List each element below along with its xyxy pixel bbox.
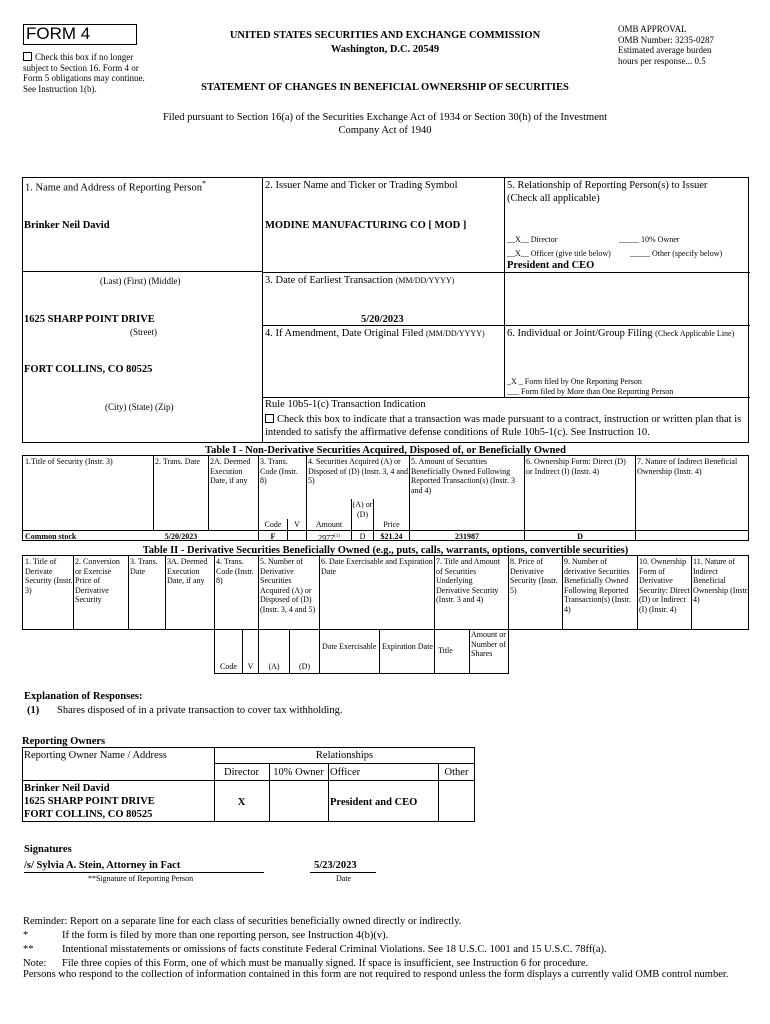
table2-title: Table II - Derivative Securities Beneficially Owned (e.g., puts, calls, warrants, options, convertible securities) — [142, 545, 629, 556]
t2-sub-exp: Expiration Date — [382, 642, 433, 651]
box1-label-mark: * — [202, 179, 207, 188]
owner-city: FORT COLLINS, CO 80525 — [24, 809, 153, 820]
t1-h5: 5. Amount of Securities Beneficially Owned Following Reported Transaction(s) (Instr. 3 and 4) — [411, 457, 515, 495]
box6-label — [507, 327, 747, 340]
box4-label — [265, 327, 485, 340]
street-label: (Street) — [130, 327, 157, 337]
t2-sub-d: (D) — [298, 662, 311, 671]
box1-label-text: 1. Name and Address of Reporting Person — [25, 182, 203, 194]
owners-heading: Reporting Owners — [22, 736, 106, 747]
owners-col-rel: Relationships — [315, 750, 374, 761]
box3-label-small: (MM/DD/YYYY) — [395, 276, 455, 285]
box5-label-text: 5. Relationship of Reporting Person(s) to Issuer — [507, 180, 708, 191]
box6-label-small: (Check Applicable Line) — [655, 329, 735, 338]
omb-approval — [618, 24, 758, 66]
agency-city: Washington, D.C. 20549 — [330, 44, 440, 55]
filing-more-persons: ___ Form filed by More than One Reporting Person — [507, 387, 674, 396]
relationship-other: _____ Other (specify below) — [630, 249, 723, 258]
omb-line-1: OMB APPROVAL — [618, 24, 687, 34]
owner-director-mark: X — [237, 797, 246, 808]
t2-sub-amount: Amount or Number of Shares — [471, 630, 506, 658]
reporting-person-name: Brinker Neil David — [24, 220, 110, 231]
filed-pursuant: Filed pursuant to Section 16(a) of the Securities Exchange Act of 1934 or Section 30(h) of the Investment Company Act of 1940 — [162, 112, 608, 136]
t1-row-date: 5/20/2023 — [164, 532, 198, 541]
t1-sub-amount: Amount — [315, 520, 343, 529]
explanation-text: Shares disposed of in a private transaction to cover tax withholding. — [57, 705, 343, 716]
t1-row-title: Common stock — [25, 532, 77, 541]
t2-h11: 11. Nature of Indirect Beneficial Ownership (Instr. 4) — [693, 557, 749, 604]
t2-h8: 8. Price of Derivative Security (Instr. 5) — [510, 557, 558, 595]
t2-h3a: 3A. Deemed Execution Date, if any — [167, 557, 208, 585]
t1-h2a: 2A. Deemed Execution Date, if any — [210, 457, 251, 485]
t2-sub-exer-cell — [319, 629, 380, 674]
owners-col-name: Reporting Owner Name / Address — [24, 750, 167, 761]
box3-label — [265, 274, 454, 287]
t2-h3: 3. Trans. Date — [130, 557, 158, 576]
owners-col-other: Other — [444, 767, 469, 778]
t2-h5: 5. Number of Derivative Securities Acquired (A) or Disposed of (D) (Instr. 3, 4 and 5) — [260, 557, 316, 614]
owner-street: 1625 SHARP POINT DRIVE — [24, 796, 155, 807]
t1-row-aord: D — [359, 532, 366, 541]
t1-sub-price: Price — [383, 520, 400, 529]
t1-row-form: D — [577, 532, 583, 541]
rule10b5-label: Rule 10b5-1(c) Transaction Indication — [265, 399, 426, 410]
earliest-transaction-date: 5/20/2023 — [361, 314, 404, 325]
owners-col-officer: Officer — [330, 767, 361, 778]
t2-sub-a: (A) — [268, 662, 280, 671]
rule10b5-text — [265, 413, 745, 439]
t2-h1: 1. Title of Derivate Security (Instr. 3) — [25, 557, 73, 595]
footer-star-text: If the form is filed by more than one reporting person, see Instruction 4(b)(v). — [62, 930, 389, 941]
omb-line-3: Estimated average burden — [618, 45, 712, 55]
t1-row-amount — [307, 532, 351, 543]
owner-name: Brinker Neil David — [24, 783, 110, 794]
omb-line-4: hours per response... 0.5 — [618, 55, 706, 66]
t2-sub-code: Code — [220, 662, 237, 671]
t2-sub-exer: Date Exercisable — [322, 642, 377, 651]
owner-officer-title: President and CEO — [330, 797, 418, 808]
t1-h3: 3. Trans. Code (Instr. 8) — [260, 457, 298, 485]
t1-row-code: F — [270, 532, 276, 541]
owner-address — [24, 782, 155, 821]
table1-title: Table I - Non-Derivative Securities Acquired, Disposed of, or Beneficially Owned — [205, 445, 566, 456]
t2-h10: 10. Ownership Form of Derivative Security: Direct (D) or Indirect (I) (Instr. 4) — [639, 557, 690, 614]
statement-title: STATEMENT OF CHANGES IN BENEFICIAL OWNERSHIP OF SECURITIES — [201, 82, 569, 93]
name-parts-label: (Last) (First) (Middle) — [100, 276, 181, 286]
no-longer-subject-text: Check this box if no longer subject to Section 16. Form 4 or Form 5 obligations may continue. See Instruction 1(b). — [23, 52, 145, 94]
t2-sub-exp-cell — [379, 629, 435, 674]
t1-row-price: $21.24 — [380, 532, 403, 541]
footer-note: Note: — [23, 958, 47, 969]
owners-col-10pct: 10% Owner — [273, 767, 324, 778]
explanation-num: (1) — [27, 705, 40, 716]
box4-label-small: (MM/DD/YYYY) — [425, 329, 485, 338]
footer-persons: Persons who respond to the collection of information contained in this form are not required to respond unless the form displays a currently valid OMB control number. — [23, 969, 729, 980]
box5-label — [507, 179, 749, 205]
box3-label-text: 3. Date of Earliest Transaction — [265, 275, 394, 286]
no-longer-subject-checkbox-block — [23, 52, 153, 94]
t1-h6: 6. Ownership Form: Direct (D) or Indirect (I) (Instr. 4) — [526, 457, 626, 476]
t1-h4: 4. Securities Acquired (A) or Disposed of (D) (Instr. 3, 4 and 5) — [308, 457, 408, 485]
signature-date: 5/23/2023 — [314, 860, 357, 871]
box5-sub: (Check all applicable) — [507, 193, 600, 204]
t1-h1: 1.Title of Security (Instr. 3) — [25, 457, 113, 466]
reporting-person-city: FORT COLLINS, CO 80525 — [24, 364, 153, 375]
t1-sub-code: Code — [264, 520, 282, 529]
footer-star: * — [23, 930, 29, 941]
t1-row-owned: 231987 — [455, 532, 479, 541]
omb-line-2: OMB Number: 3235-0287 — [618, 34, 714, 45]
footer-reminder: Reminder: Report on a separate line for each class of securities beneficially owned directly or indirectly. — [23, 916, 462, 927]
t2-h9: 9. Number of derivative Securities Beneficially Owned Following Reported Transaction(s) (Instr. 4) — [564, 557, 631, 614]
box6-label-text: 6. Individual or Joint/Group Filing — [507, 328, 653, 339]
box1-label — [25, 179, 206, 195]
footer-dstar: ** — [23, 944, 34, 955]
t2-h2: 2. Conversion or Exercise Price of Derivative Security — [75, 557, 120, 604]
t2-sub-v: V — [247, 662, 254, 671]
t2-sub-title: Title — [438, 646, 453, 655]
footer-dstar-text: Intentional misstatements or omissions of facts constitute Federal Criminal Violations. See 18 U.S.C. 1001 and 15 U.S.C. 78ff(a). — [62, 944, 607, 955]
signature-date-label: Date — [336, 874, 352, 883]
box2-label: 2. Issuer Name and Ticker or Trading Symbol — [265, 180, 458, 191]
signature-name: /s/ Sylvia A. Stein, Attorney in Fact — [24, 860, 181, 871]
t1-h2: 2. Trans. Date — [155, 457, 200, 466]
city-state-zip-label: (City) (State) (Zip) — [105, 402, 174, 412]
reporting-person-street: 1625 SHARP POINT DRIVE — [24, 314, 155, 325]
signature-label: **Signature of Reporting Person — [88, 874, 194, 883]
t1-row-amount-note: (1) — [334, 534, 340, 539]
t2-h7: 7. Title and Amount of Securities Underlying Derivative Security (Instr. 3 and 4) — [436, 557, 501, 604]
footer-note-text: File three copies of this Form, one of which must be manually signed. If space is insufficient, see Instruction 6 for procedure. — [62, 958, 589, 969]
t1-h7: 7. Nature of Indirect Beneficial Ownership (Instr. 4) — [637, 457, 738, 476]
issuer-name: MODINE MANUFACTURING CO [ MOD ] — [265, 220, 467, 231]
box4-label-text: 4. If Amendment, Date Original Filed — [265, 328, 424, 339]
rule10b5-text-body: Check this box to indicate that a transaction was made pursuant to a contract, instruction or written plan that is intended to satisfy the affirmative defense conditions of Rule 10b5-1(c). See Instruction 10. — [265, 414, 742, 438]
explanation-heading: Explanation of Responses: — [24, 691, 143, 702]
rule10b5-checkbox[interactable] — [265, 414, 274, 423]
t2-h4: 4. Trans. Code (Instr. 8) — [216, 557, 254, 585]
form-title: FORM 4 — [26, 24, 91, 43]
officer-title: President and CEO — [507, 260, 595, 271]
no-longer-subject-checkbox[interactable] — [23, 52, 32, 61]
filing-one-person: _X _ Form filed by One Reporting Person — [507, 377, 642, 386]
relationship-10pct: _____ 10% Owner — [619, 235, 680, 244]
owners-col-director: Director — [224, 767, 259, 778]
agency-name: UNITED STATES SECURITIES AND EXCHANGE COMMISSION — [229, 30, 541, 41]
relationship-officer: __X__ Officer (give title below) — [507, 249, 611, 258]
relationship-director: __X__ Director — [507, 235, 558, 244]
t2-h6: 6. Date Exercisable and Expiration Date — [321, 557, 433, 576]
t1-row-amount-value: 2977 — [318, 533, 335, 543]
t1-sub-aord: (A) or (D) — [352, 500, 373, 519]
signatures-heading: Signatures — [24, 844, 72, 855]
t1-sub-v: V — [294, 520, 300, 529]
